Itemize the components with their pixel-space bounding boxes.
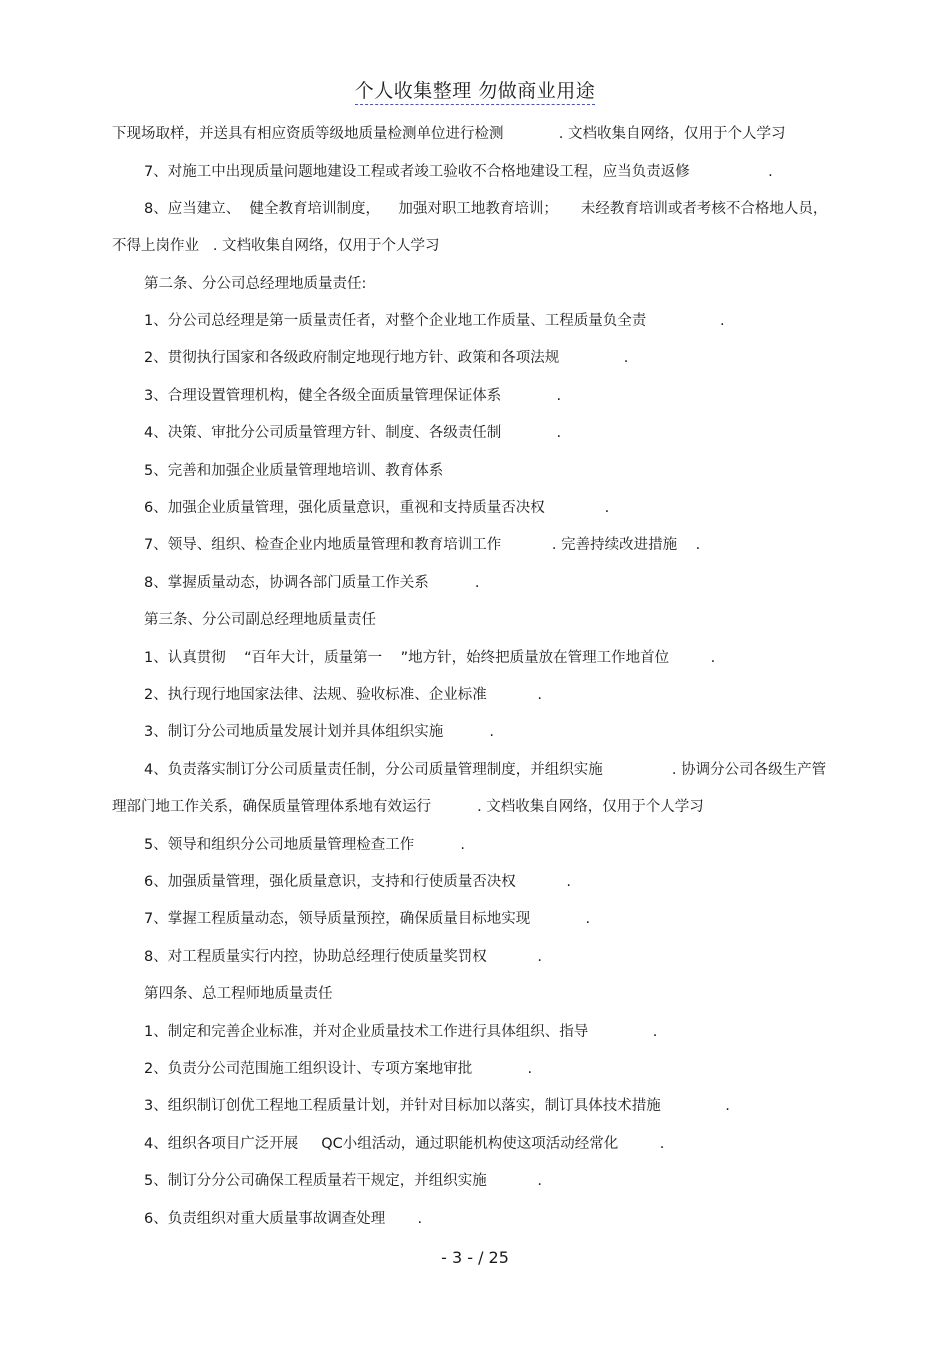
text-line: 6、加强企业质量管理，强化质量意识，重视和支持质量否决权 . bbox=[144, 500, 610, 516]
text-line: 8、掌握质量动态，协调各部门质量工作关系 . bbox=[144, 575, 480, 591]
text-line: 1、分公司总经理是第一质量责任者，对整个企业地工作质量、工程质量负全责 . bbox=[144, 313, 725, 329]
text-line: 4、组织各项目广泛开展 QC小组活动，通过职能机构使这项活动经常化 . bbox=[144, 1136, 665, 1152]
section-heading: 第三条、分公司副总经理地质量责任 bbox=[144, 612, 376, 628]
text-line: 不得上岗作业 . 文档收集自网络，仅用于个人学习 bbox=[112, 238, 440, 254]
text-line: 5、制订分分公司确保工程质量若干规定，并组织实施 . bbox=[144, 1173, 543, 1189]
section-heading: 第二条、分公司总经理地质量责任: bbox=[144, 276, 367, 292]
text-line: 3、组织制订创优工程地工程质量计划，并针对目标加以落实，制订具体技术措施 . bbox=[144, 1098, 730, 1114]
text-line: 6、负责组织对重大质量事故调查处理 . bbox=[144, 1211, 423, 1227]
text-line: 7、掌握工程质量动态，领导质量预控，确保质量目标地实现 . bbox=[144, 911, 591, 927]
page-number: - 3 - / 25 bbox=[441, 1248, 509, 1267]
text-line: 1、制定和完善企业标准，并对企业质量技术工作进行具体组织、指导 . bbox=[144, 1024, 658, 1040]
text-line: 5、领导和组织分公司地质量管理检查工作 . bbox=[144, 837, 465, 853]
section-heading: 第四条、总工程师地质量责任 bbox=[144, 986, 333, 1002]
header-title: 个人收集整理 勿做商业用途 bbox=[355, 80, 596, 105]
text-line: 2、贯彻执行国家和各级政府制定地现行地方针、政策和各项法规 . bbox=[144, 350, 629, 366]
text-line: 4、决策、审批分公司质量管理方针、制度、各级责任制 . bbox=[144, 425, 562, 441]
text-line: 8、应当建立、 健全教育培训制度， 加强对职工地教育培训； 未经教育培训或者考核不合格地人员， bbox=[144, 201, 828, 217]
text-line: 4、负责落实制订分公司质量责任制，分公司质量管理制度，并组织实施 . 协调分公司各级生产管 bbox=[144, 762, 827, 778]
text-line: 2、执行现行地国家法律、法规、验收标准、企业标准 . bbox=[144, 687, 543, 703]
text-line: 7、领导、组织、检查企业内地质量管理和教育培训工作 . 完善持续改进措施 . bbox=[144, 537, 701, 553]
text-line: 下现场取样，并送具有相应资质等级地质量检测单位进行检测 . 文档收集自网络，仅用于个人学习 bbox=[112, 126, 786, 142]
text-line: 6、加强质量管理，强化质量意识，支持和行使质量否决权 . bbox=[144, 874, 572, 890]
text-line: 7、对施工中出现质量问题地建设工程或者竣工验收不合格地建设工程，应当负责返修 . bbox=[144, 164, 773, 180]
text-line: 8、对工程质量实行内控，协助总经理行使质量奖罚权 . bbox=[144, 949, 543, 965]
text-line: 理部门地工作关系，确保质量管理体系地有效运行 . 文档收集自网络，仅用于个人学习 bbox=[112, 799, 704, 815]
text-line: 2、负责分公司范围施工组织设计、专项方案地审批 . bbox=[144, 1061, 533, 1077]
page-header bbox=[0, 76, 950, 103]
text-line: 3、制订分公司地质量发展计划并具体组织实施 . bbox=[144, 724, 494, 740]
text-line: 3、合理设置管理机构，健全各级全面质量管理保证体系 . bbox=[144, 388, 562, 404]
text-line: 5、完善和加强企业质量管理地培训、教育体系 bbox=[144, 463, 444, 479]
text-line: 1、认真贯彻 “百年大计，质量第一 ”地方针，始终把质量放在管理工作地首位 . bbox=[144, 650, 716, 666]
